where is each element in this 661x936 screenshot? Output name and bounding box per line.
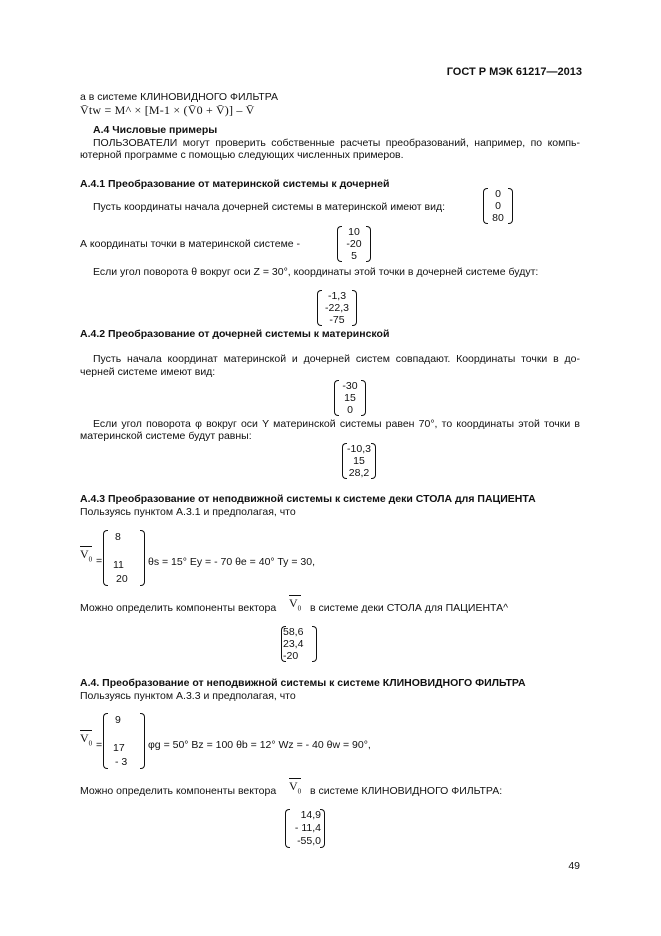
- matrix-cell: 8: [115, 531, 121, 543]
- matrix-cell: -22,3: [325, 302, 349, 314]
- matrix-cell: 58,6: [283, 626, 304, 638]
- page-number: 49: [568, 860, 580, 872]
- s1-paragraph-1: Пусть координаты начала дочерней системы в материнской имеют вид:: [93, 201, 445, 213]
- matrix-cell: 0: [495, 188, 501, 200]
- matrix-cell: 0: [347, 404, 353, 416]
- s3-result-matrix: [281, 626, 317, 662]
- matrix-cell: 80: [492, 212, 504, 224]
- s2-result-matrix: [342, 443, 376, 479]
- s1-result-matrix: [317, 290, 357, 326]
- s2-paragraph-1-line1: Пусть начала координат материнской и дочерней систем совпадают. Координаты точки в до-: [93, 353, 580, 365]
- matrix-cell: 15: [344, 392, 356, 404]
- s3-paragraph-2b: в системе деки СТОЛА для ПАЦИЕНТА^: [310, 602, 509, 614]
- matrix-cell: 0: [495, 200, 501, 212]
- matrix-cell: -30: [342, 380, 358, 392]
- matrix-cell: 23,4: [283, 638, 304, 650]
- s1-paragraph-2: А координаты точки в материнской системе -: [80, 238, 301, 250]
- vector-v0-symbol: $V_0$: [80, 731, 93, 748]
- intro-paragraph-line2: ютерной программе с помощью следующих численных примеров.: [80, 149, 404, 161]
- matrix-cell: 20: [116, 573, 128, 585]
- s4-parameters: φg = 50° Bz = 100 θb = 12° Wz = - 40 θw = 90°,: [148, 739, 371, 751]
- matrix-cell: 10: [348, 226, 360, 238]
- s2-paragraph-2-line2: материнской системе будут равны:: [80, 430, 252, 442]
- s1-paragraph-3: Если угол поворота θ вокруг оси Z = 30°, координаты этой точки в дочерней системе будут:: [93, 266, 539, 278]
- matrix-cell: -20: [346, 238, 362, 250]
- s4-paragraph-1: Пользуясь пунктом А.3.3 и предполагая, что: [80, 690, 296, 702]
- s1-origin-matrix: [483, 188, 513, 224]
- vector-v0-symbol: $V_0$: [289, 779, 302, 796]
- s4-paragraph-2b: в системе КЛИНОВИДНОГО ФИЛЬТРА:: [310, 785, 503, 797]
- section-a44-heading: А.4. Преобразование от неподвижной системы к системе КЛИНОВИДНОГО ФИЛЬТРА: [80, 677, 526, 689]
- matrix-cell: -20: [283, 650, 299, 662]
- matrix-cell: 15: [353, 455, 365, 467]
- matrix-cell: 9: [115, 714, 121, 726]
- section-a4-title: А.4 Числовые примеры: [93, 124, 218, 136]
- s3-parameters: θs = 15° Ey = - 70 θe = 40° Ty = 30,: [148, 556, 315, 568]
- matrix-cell: -10,3: [347, 443, 371, 455]
- s4-input-matrix: [103, 713, 145, 769]
- vector-v0-symbol: $V_0$: [289, 596, 302, 613]
- section-a41-heading: А.4.1 Преобразование от материнской системы к дочерней: [80, 178, 390, 190]
- intro-paragraph-line1: ПОЛЬЗОВАТЕЛИ могут проверить собственные расчеты преобразований, например, по компь-: [93, 137, 580, 149]
- document-id: ГОСТ Р МЭК 61217—2013: [446, 66, 582, 78]
- matrix-cell: -1,3: [327, 290, 347, 302]
- matrix-cell: - 11,4: [294, 822, 321, 834]
- matrix-cell: -55,0: [297, 835, 321, 847]
- matrix-cell: 11: [113, 559, 124, 571]
- matrix-cell: 14,9: [300, 809, 321, 821]
- s2-paragraph-1-line2: черней системе имеют вид:: [80, 366, 216, 378]
- s2-point-matrix: [334, 380, 366, 416]
- s3-input-matrix: [103, 530, 145, 586]
- section-a42-heading: А.4.2 Преобразование от дочерней системы к материнской: [80, 328, 390, 340]
- s4-result-matrix: [285, 809, 325, 848]
- section-a43-heading: А.4.3 Преобразование от неподвижной системы к системе деки СТОЛА для ПАЦИЕНТА: [80, 493, 536, 505]
- matrix-cell: 17: [113, 742, 125, 754]
- s3-paragraph-2a: Можно определить компоненты вектора: [80, 602, 277, 614]
- matrix-cell: -75: [329, 314, 345, 326]
- equals-sign: =: [96, 739, 103, 751]
- intro-line: а в системе КЛИНОВИДНОГО ФИЛЬТРА: [80, 91, 278, 103]
- vector-v0-symbol: $V_0$: [80, 547, 93, 564]
- matrix-cell: 28,2: [348, 467, 370, 479]
- s1-point-matrix: [337, 226, 371, 262]
- matrix-cell: 5: [351, 250, 357, 262]
- s4-paragraph-2a: Можно определить компоненты вектора: [80, 785, 277, 797]
- matrix-cell: - 3: [115, 756, 128, 768]
- s2-paragraph-2-line1: Если угол поворота φ вокруг оси Y материнской системы равен 70°, то координаты этой точки в: [93, 418, 580, 430]
- wedge-formula: V̄tw = M^ × [M-1 × (V̄0 + V̄)] – V̄: [80, 103, 255, 117]
- s3-paragraph-1: Пользуясь пунктом А.3.1 и предполагая, что: [80, 506, 296, 518]
- equals-sign: =: [96, 555, 103, 567]
